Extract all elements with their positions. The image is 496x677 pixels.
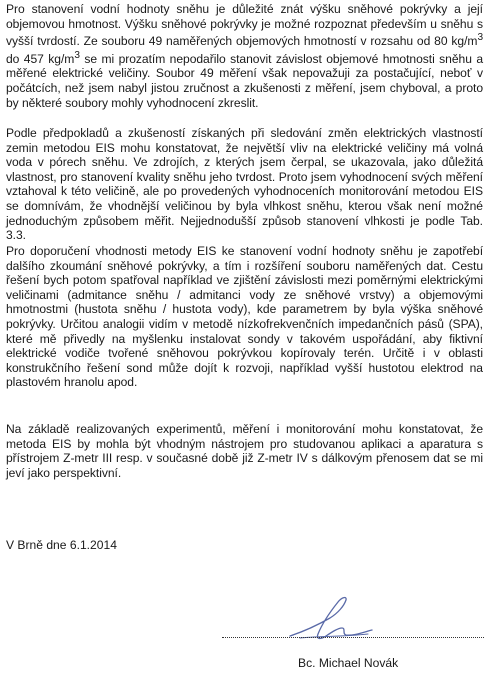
- date-line: V Brně dne 6.1.2014: [6, 538, 117, 552]
- superscript: 3: [74, 49, 80, 61]
- paragraph-conclusion: Na základě realizovaných experimentů, měření i monitorování mohu konstatovat, že metoda EIS by mohla být vhodným nástrojem pro studovanou aplikaci a aparatura s přístrojem Z-metr III resp. v současné době již Z-metr IV s dálkovým přenosem dat se mi jeví jako perspektivní.: [6, 422, 483, 480]
- paragraph-snow-density: [6, 2, 483, 110]
- paragraph-eis-assumptions: Podle předpokladů a zkušeností získaných při sledování změn elektrických vlastností zemin metodou EIS mohu konstatovat, že největší vliv na elektrické veličiny má volná voda v pórech sněhu. Ve zdrojích, z kterých jsem čerpal, se ukazovala, jako důležitá vlastnost, pro stanovení kvality sněhu jeho tvrdost. Proto jsem vyhodnocení svých měření vztahoval k této veličině, ale po provedených vyhodnoceních monitorování metodou EIS se domnívám, že vhodnější veličinou by byla vlhkost sněhu, kterou však není možné jednoduchým způsobem měřit. Nejjednodušší způsob stanovení vlhkosti je podle Tab. 3.3.: [6, 126, 483, 243]
- paragraph-recommendation: Pro doporučení vhodnosti metody EIS ke stanovení vodní hodnoty sněhu je zapotřebí dalšího zkoumání sněhové pokrývky, a tím i rozšíření souboru naměřených dat. Cestu řešení bych potom spatřoval například ve zjištění závislosti mezi poměrnými elektrickými veličinami (admitance sněhu / admitanci vody ze sněhové vrstvy) a objemovými hmotnostmi (hustota sněhu / hustota vody), kde parametrem by byla výška sněhové pokrývky. Určitou analogii vidím v metodě nízkofrekvenčních impedančních pásů (SPA), které mě přivedly na myšlenku instalovat sondy v takovém uspořádání, aby fiktivní elektrické vodiče tvořené sněhovou pokrývkou kopírovaly terén. Určitě i v oblasti konstrukčního řešení sond může dojít k rozvoji, například vyšší hustotou elektrod na plastovém hranolu apod.: [6, 244, 483, 390]
- paragraph-text: se mi prozatím nepodařilo stanovit závislost objemové hmotnosti sněhu a měřené elektrické veličiny. Soubor 49 měření však nepovažuji za postačující, neboť v počátcích, než jsem nabyl jistou zručnost a zkušenosti z měření, jsem chyboval, a proto by některé soubory mohly vyhodnocení zkreslit.: [6, 51, 483, 110]
- signer-name: Bc. Michael Novák: [298, 656, 399, 670]
- paragraph-text: Pro stanovení vodní hodnoty sněhu je důležité znát výšku sněhové pokrývky a její objemovou hmotnost. Výšku sněhové pokrývky je možné rozpoznat především u sněhu s vyšší tvrdostí. Ze souboru 49 naměřených objemových hmotností v rozsahu od 80 kg/m: [6, 2, 483, 49]
- handwritten-signature: [272, 592, 382, 648]
- paragraph-text: do 457 kg/m: [6, 51, 75, 66]
- signature-line: [222, 637, 484, 638]
- superscript: 3: [477, 32, 483, 44]
